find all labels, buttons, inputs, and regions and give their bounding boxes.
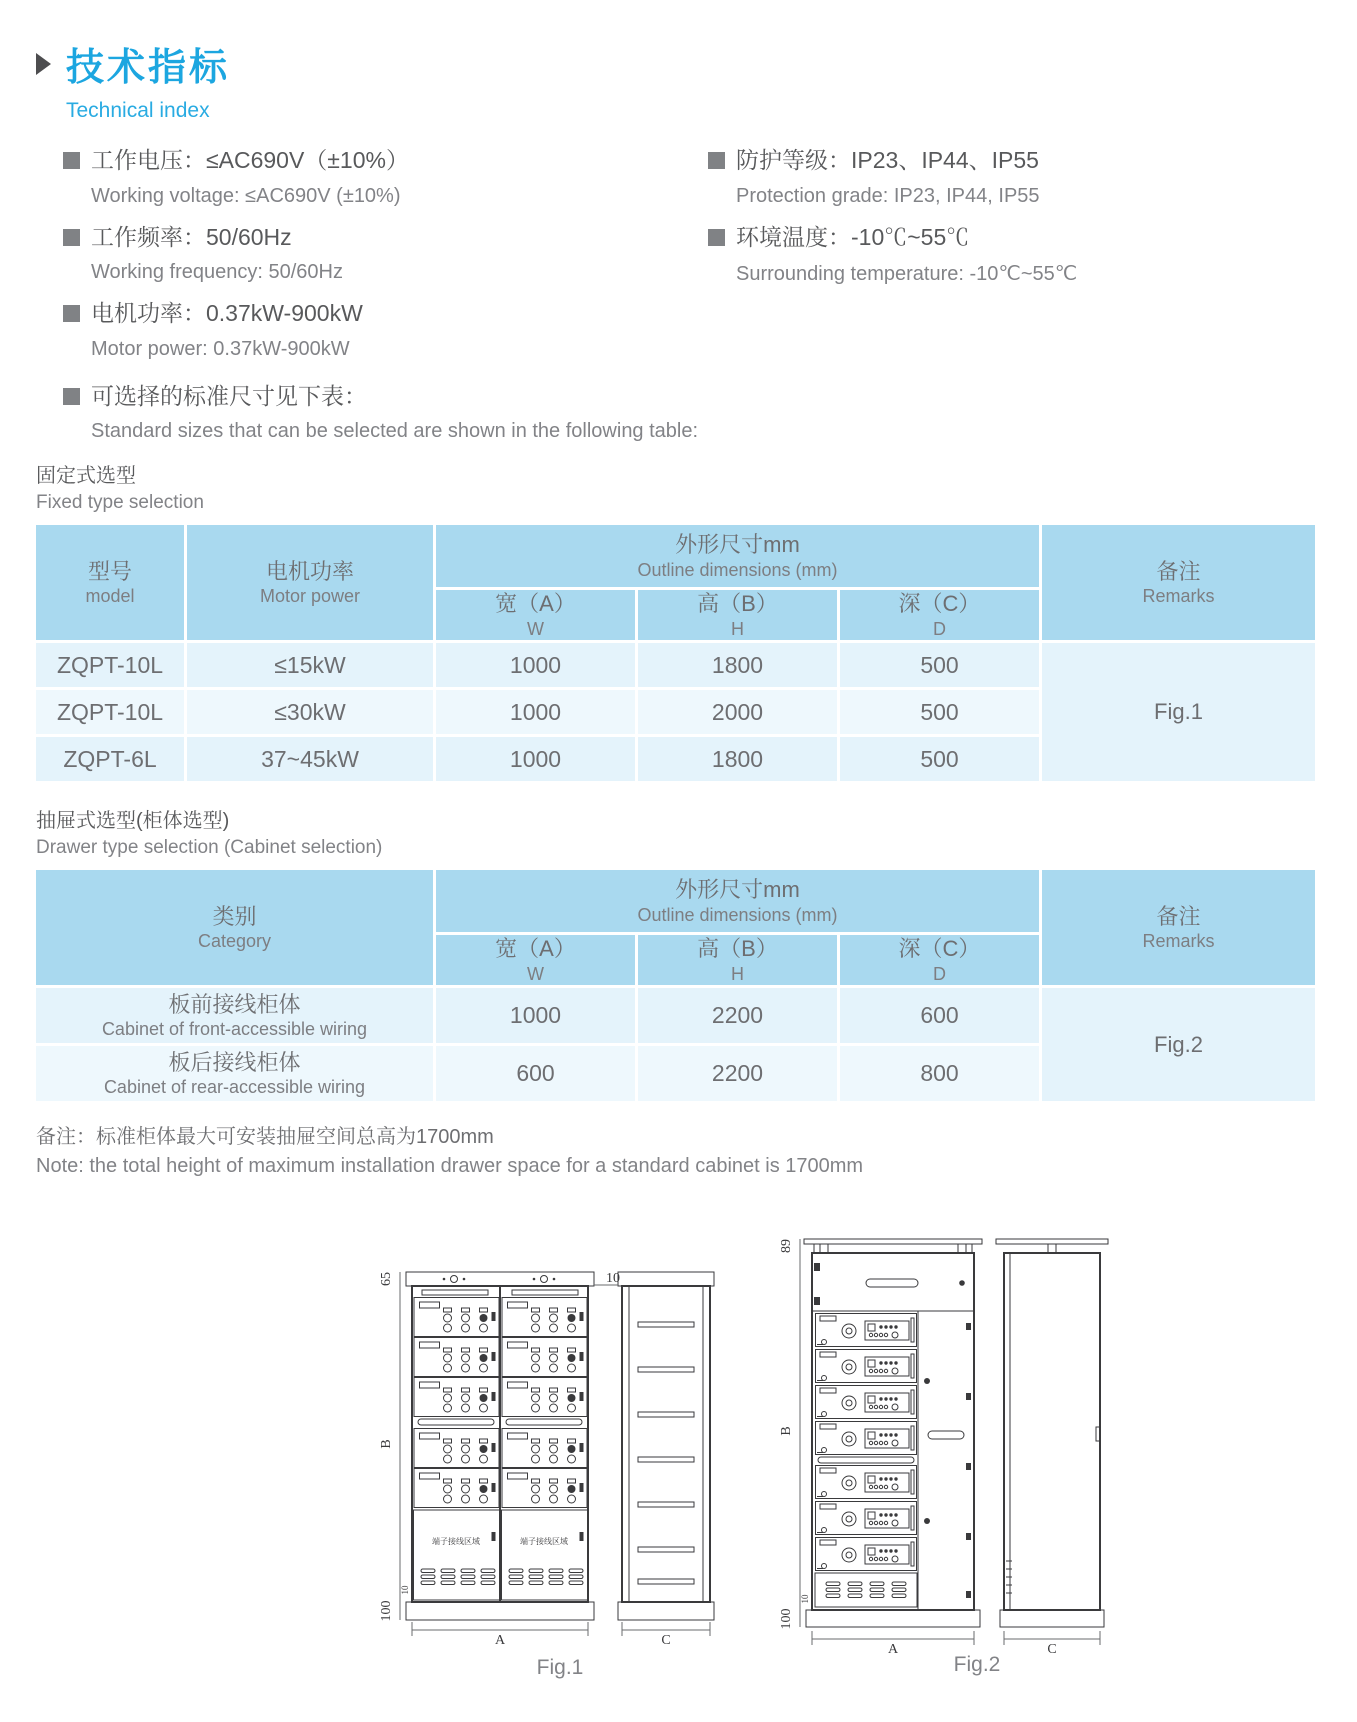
cell-width: 1000 [436, 643, 635, 687]
cell-height: 1800 [638, 643, 837, 687]
spec-motor-power-en: Motor power: 0.37kW-900kW [91, 337, 350, 360]
fig1-side-view [618, 1272, 714, 1620]
fig1-terminal-zone-label: 端子接线区域 [520, 1537, 568, 1547]
bullet-square-icon [708, 152, 725, 169]
fig1-dim-small: 10 [400, 1585, 410, 1595]
spec-motor-power [63, 300, 708, 328]
col-header-height [638, 590, 837, 640]
cell-remarks: Fig.2 [1042, 988, 1315, 1101]
drawer-table-caption-zh: 抽屉式选型(柜体选型) [36, 810, 230, 833]
spec-standard-sizes [63, 383, 1321, 444]
fig1-dim-cap: 65 [379, 1272, 394, 1287]
bullet-square-icon [63, 388, 80, 405]
spec-column-right [708, 147, 1077, 377]
spec-zh-text: 环境温度：-10℃~55℃ [736, 223, 970, 250]
cell-width: 1000 [436, 690, 635, 734]
col-header-category [36, 870, 433, 985]
col-w-zh: 宽（A） [495, 591, 576, 617]
spec-working-frequency-en: Working frequency: 50/60Hz [91, 261, 343, 284]
col-dims-zh: 外形尺寸mm [675, 877, 800, 903]
col-power-en: Motor power [259, 586, 361, 607]
spec-surrounding-temperature [708, 224, 1077, 252]
col-cat-en: Category [197, 931, 272, 952]
cell-width: 600 [436, 1046, 635, 1101]
col-power-zh: 电机功率 [265, 558, 354, 584]
bullet-square-icon [63, 152, 80, 169]
col-d-zh: 深（C） [898, 936, 981, 962]
cell-depth: 500 [840, 737, 1039, 781]
bullet-square-icon [63, 305, 80, 322]
spec-zh-text: 防护等级：IP23、IP44、IP55 [736, 147, 1039, 173]
fig1-dimensions [379, 1271, 710, 1648]
cell-depth: 800 [840, 1046, 1039, 1101]
cell-power: ≤15kW [187, 643, 433, 687]
spec-working-voltage-en: Working voltage: ≤AC690V (±10%) [91, 184, 401, 207]
section-arrow-icon [36, 53, 51, 75]
cell-remarks: Fig.1 [1042, 643, 1315, 781]
col-dims-en: Outline dimensions (mm) [637, 904, 838, 925]
cell-category-en: Cabinet of rear-accessible wiring [103, 1077, 366, 1098]
fixed-table-caption-zh: 固定式选型 [36, 465, 136, 488]
cell-depth: 500 [840, 643, 1039, 687]
spec-zh-text: 电机功率：0.37kW-900kW [91, 300, 363, 327]
cell-width: 1000 [436, 737, 635, 781]
col-w-zh: 宽（A） [495, 936, 576, 962]
bullet-square-icon [708, 229, 725, 246]
spec-working-frequency [63, 224, 708, 252]
cell-power: 37~45kW [187, 737, 433, 781]
col-header-outline-dimensions [436, 870, 1039, 932]
col-header-remarks [1042, 870, 1315, 985]
col-header-motor-power [187, 525, 433, 640]
col-d-zh: 深（C） [898, 591, 981, 617]
fig1-dim-base: 100 [379, 1600, 394, 1622]
cell-height: 1800 [638, 737, 837, 781]
drawer-type-table [33, 867, 1318, 1104]
cell-category-zh: 板后接线柜体 [168, 1049, 301, 1075]
fig1-caption: Fig.1 [536, 1656, 584, 1680]
page-title: 技术指标 [66, 47, 231, 89]
col-header-depth [840, 590, 1039, 640]
cell-model: ZQPT-6L [36, 737, 184, 781]
col-remarks-en: Remarks [1142, 931, 1215, 952]
col-header-height [638, 935, 837, 985]
spec-protection-grade [708, 147, 1077, 175]
col-header-model [36, 525, 184, 640]
col-h-en: H [731, 963, 744, 984]
spec-standard-sizes-en: Standard sizes that can be selected are shown in the following table: [91, 420, 699, 443]
col-header-remarks [1042, 525, 1315, 640]
col-d-en: D [933, 618, 946, 639]
fig2-caption: Fig.2 [953, 1653, 1001, 1677]
cell-height: 2000 [638, 690, 837, 734]
col-header-width [436, 590, 635, 640]
cell-height: 2200 [638, 1046, 837, 1101]
cell-depth: 500 [840, 690, 1039, 734]
fig2-front-view [804, 1239, 982, 1627]
spec-zh-text: 工作频率：50/60Hz [91, 223, 292, 250]
fig2-dim-small: 10 [800, 1594, 810, 1604]
col-cat-zh: 类别 [212, 903, 257, 929]
col-remarks-zh: 备注 [1156, 903, 1201, 929]
col-dims-en: Outline dimensions (mm) [637, 559, 838, 580]
cell-width: 1000 [436, 988, 635, 1043]
col-remarks-en: Remarks [1142, 586, 1215, 607]
table-row [36, 643, 1315, 687]
col-header-outline-dimensions [436, 525, 1039, 587]
drawer-table-caption-en: Drawer type selection (Cabinet selection) [36, 837, 383, 859]
fig2-dim-width: A [887, 1642, 899, 1658]
table-row [36, 988, 1315, 1043]
cell-category [36, 988, 433, 1043]
cell-category-zh: 板前接线柜体 [168, 991, 301, 1017]
col-header-width [436, 935, 635, 985]
cell-power: ≤30kW [187, 690, 433, 734]
col-w-en: W [527, 618, 544, 639]
cell-height: 2200 [638, 988, 837, 1043]
col-dims-zh: 外形尺寸mm [675, 532, 800, 558]
note-zh: 备注：标准柜体最大可安装抽屉空间总高为1700mm [36, 1126, 494, 1149]
cell-model: ZQPT-10L [36, 643, 184, 687]
col-h-zh: 高（B） [697, 591, 778, 617]
col-header-depth [840, 935, 1039, 985]
cell-model: ZQPT-10L [36, 690, 184, 734]
cell-depth: 600 [840, 988, 1039, 1043]
spec-column-left [63, 147, 708, 377]
fig2-dim-depth: C [1047, 1642, 1057, 1658]
bullet-square-icon [63, 229, 80, 246]
fig1-dim-height: B [379, 1439, 394, 1450]
spec-surrounding-temperature-en: Surrounding temperature: -10℃~55℃ [736, 263, 1078, 286]
page-subtitle: Technical index [66, 99, 210, 122]
note-en: Note: the total height of maximum installation drawer space for a standard cabinet is 1700mm [36, 1155, 864, 1178]
fixed-type-table [33, 522, 1318, 784]
fig2-dim-cap: 89 [779, 1239, 794, 1254]
figures-area [36, 1182, 1321, 1722]
col-d-en: D [933, 963, 946, 984]
fig1-front-view [406, 1272, 594, 1620]
spec-list [63, 147, 1321, 377]
cell-category [36, 1046, 433, 1101]
fixed-table-caption-en: Fixed type selection [36, 492, 204, 514]
section-header [36, 36, 1321, 91]
fig2-side-view [996, 1239, 1108, 1627]
fig1-drawing [366, 1264, 726, 1684]
cell-category-en: Cabinet of front-accessible wiring [101, 1019, 368, 1040]
col-model-en: model [85, 586, 135, 607]
spec-zh-text: 工作电压：≤AC690V（±10%） [91, 147, 409, 173]
col-h-en: H [731, 618, 744, 639]
col-remarks-zh: 备注 [1156, 558, 1201, 584]
fig1-dim-width: A [494, 1633, 506, 1649]
fig1-dim-lip: 10 [606, 1271, 620, 1287]
fig2-dim-height: B [779, 1426, 794, 1437]
col-h-zh: 高（B） [697, 936, 778, 962]
spec-protection-grade-en: Protection grade: IP23, IP44, IP55 [736, 184, 1040, 207]
col-w-en: W [527, 963, 544, 984]
fig2-dim-base: 100 [779, 1608, 794, 1630]
col-model-zh: 型号 [87, 558, 132, 584]
spec-zh-text: 可选择的标准尺寸见下表： [91, 382, 367, 409]
fig1-dim-depth: C [661, 1633, 671, 1649]
spec-working-voltage [63, 147, 708, 175]
fig2-drawing [766, 1231, 1126, 1676]
fig1-terminal-zone-label: 端子接线区域 [432, 1537, 480, 1547]
